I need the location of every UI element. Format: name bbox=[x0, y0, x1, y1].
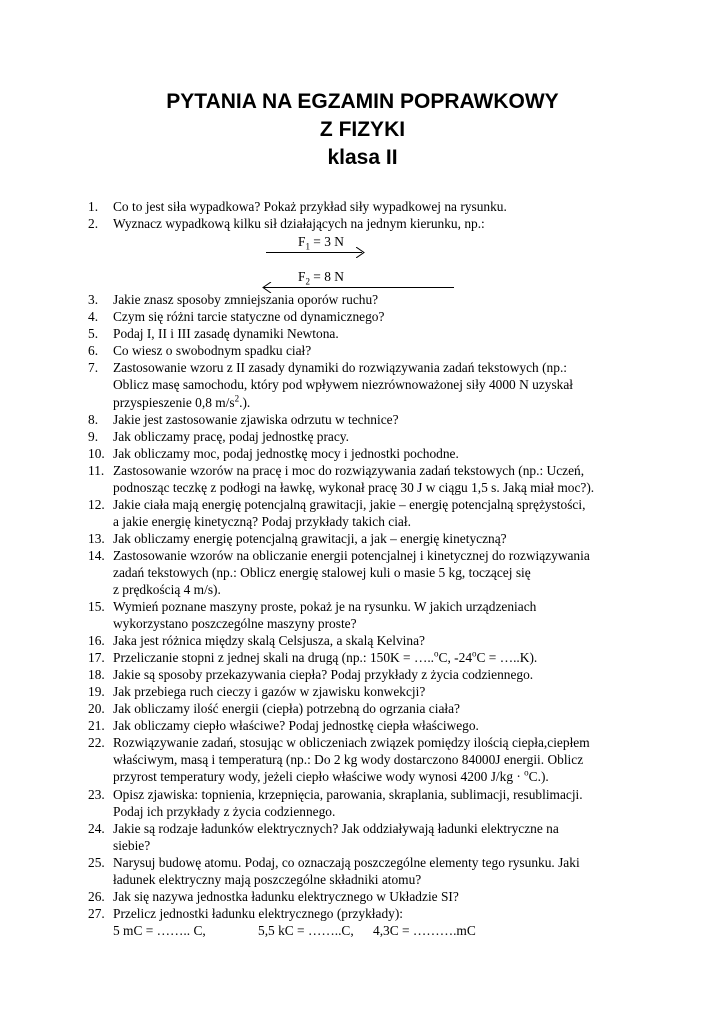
item-number: 25. bbox=[88, 855, 105, 870]
item-text: Jak obliczamy ilość energii (ciepła) potrzebną do ogrzania ciała? bbox=[113, 701, 461, 716]
item-number: 5. bbox=[88, 326, 99, 341]
item-text: Jak obliczamy moc, podaj jednostkę mocy i jednostki pochodne. bbox=[113, 446, 459, 461]
item-text: Podaj I, II i III zasadę dynamiki Newtona. bbox=[113, 326, 339, 341]
item-number: 15. bbox=[88, 599, 105, 614]
item-number: 17. bbox=[88, 650, 105, 665]
force-arrow-right bbox=[266, 252, 362, 253]
item-number: 6. bbox=[88, 343, 99, 358]
item-text-continued: właściwym, masą i temperaturą (np.: Do 2 kg wody dostarczono 84000J energii. Oblicz bbox=[113, 752, 584, 767]
item-text: Przeliczanie stopni z jednej skali na drugą (np.: 150K = …..$^o$C, $-24^oC$ = …..K). bbox=[113, 648, 538, 665]
item-text-continued: podnosząc teczkę z podłogi na ławkę, wykonał pracę 30 J w ciągu 1,5 s. Jaką miał moc?). bbox=[113, 480, 595, 495]
item-number: 4. bbox=[88, 309, 99, 324]
item-number: 19. bbox=[88, 684, 105, 699]
page-title: PYTANIA NA EGZAMIN POPRAWKOWY bbox=[166, 90, 559, 113]
item-text: Jaka jest różnica między skalą Celsjusza, a skalą Kelvina? bbox=[113, 633, 425, 648]
item-number: 27. bbox=[88, 906, 105, 921]
item-number: 1. bbox=[88, 199, 99, 214]
item-number: 16. bbox=[88, 633, 105, 648]
item-number: 23. bbox=[88, 787, 105, 802]
item-number: 14. bbox=[88, 548, 105, 563]
item-number: 8. bbox=[88, 412, 99, 427]
force-arrow-left bbox=[264, 287, 454, 288]
page-subtitle: Z FIZYKI bbox=[319, 118, 406, 141]
item-text: Jak obliczamy ciepło właściwe? Podaj jednostkę ciepła właściwego. bbox=[113, 718, 479, 733]
item-number: 12. bbox=[88, 497, 105, 512]
item-text: Jakie znasz sposoby zmniejszania oporów ruchu? bbox=[113, 292, 379, 307]
item-text: Zastosowanie wzorów na pracę i moc do rozwiązywania zadań tekstowych (np.: Uczeń, bbox=[113, 463, 585, 478]
item-text: Opisz zjawiska: topnienia, krzepnięcia, parowania, skraplania, sublimacji, resublimacji. bbox=[113, 787, 583, 802]
item-text: Przelicz jednostki ładunku elektrycznego (przykłady): bbox=[113, 906, 404, 921]
item-text: Jak obliczamy energię potencjalną grawitacji, a jak – energię kinetyczną? bbox=[113, 531, 507, 546]
item-text-continued: Oblicz masę samochodu, który pod wpływem niezrównoważonej siły 4000 N uzyskał bbox=[113, 377, 574, 392]
item-text: Co to jest siła wypadkowa? Pokaż przykład siły wypadkowej na rysunku. bbox=[113, 199, 507, 214]
item-number: 18. bbox=[88, 667, 105, 682]
item-text: Wymień poznane maszyny proste, pokaż je na rysunku. W jakich urządzeniach bbox=[113, 599, 537, 614]
item-number: 21. bbox=[88, 718, 105, 733]
example-1: 5 mC = …….. C, bbox=[113, 923, 206, 938]
item-number: 13. bbox=[88, 531, 105, 546]
force-label-1: $F_1 = 3$ N bbox=[298, 234, 344, 252]
force-label-2: $F_2 = 8$ N bbox=[298, 269, 344, 287]
item-text: Jakie są rodzaje ładunków elektrycznych? Jak oddziaływają ładunki elektryczne na bbox=[113, 821, 559, 836]
item-text-continued: wykorzystano poszczególne maszyny proste? bbox=[113, 616, 357, 631]
item-number: 7. bbox=[88, 360, 99, 375]
item-text-continued: z prędkością 4 m/s). bbox=[113, 582, 221, 597]
item-text-continued: przyrost temperatury wody, jeżeli ciepło właściwe wody wynosi 4200 J/kg · $^o$C.). bbox=[113, 767, 549, 784]
item-number: 2. bbox=[88, 216, 99, 231]
item-text-continued: zadań tekstowych (np.: Oblicz energię stalowej kuli o masie 5 kg, toczącej się bbox=[113, 565, 531, 580]
item-number: 9. bbox=[88, 429, 99, 444]
item-text: Jakie jest zastosowanie zjawiska odrzutu w technice? bbox=[113, 412, 399, 427]
item-text-continued: a jakie energię kinetyczną? Podaj przykłady takich ciał. bbox=[113, 514, 411, 529]
item-number: 11. bbox=[88, 463, 105, 478]
item-text-continued: Podaj ich przykłady z życia codziennego. bbox=[113, 804, 336, 819]
item-number: 26. bbox=[88, 889, 105, 904]
page-class: klasa II bbox=[327, 146, 398, 169]
item-number: 20. bbox=[88, 701, 105, 716]
item-text: Co wiesz o swobodnym spadku ciał? bbox=[113, 343, 312, 358]
item-text-continued: siebie? bbox=[113, 838, 151, 853]
item-text: Czym się różni tarcie statyczne od dynamicznego? bbox=[113, 309, 385, 324]
item-number: 22. bbox=[88, 735, 105, 750]
example-2: 5,5 kC = ……..C, bbox=[258, 923, 354, 938]
arrow-head-right-icon bbox=[356, 247, 368, 258]
item-text: Zastosowanie wzorów na obliczanie energii potencjalnej i kinetycznej do rozwiązywania bbox=[113, 548, 590, 563]
item-text: Jak się nazywa jednostka ładunku elektrycznego w Układzie SI? bbox=[113, 889, 459, 904]
item-text: Jakie są sposoby przekazywania ciepła? Podaj przykłady z życia codziennego. bbox=[113, 667, 534, 682]
item-text: Jak przebiega ruch cieczy i gazów w zjawisku konwekcji? bbox=[113, 684, 426, 699]
item-text: Zastosowanie wzoru z II zasady dynamiki do rozwiązywania zadań tekstowych (np.: bbox=[113, 360, 568, 375]
item-text: Wyznacz wypadkową kilku sił działających na jednym kierunku, np.: bbox=[113, 216, 485, 231]
item-number: 3. bbox=[88, 292, 99, 307]
item-text: Rozwiązywanie zadań, stosując w obliczeniach związek pomiędzy ilością ciepła,ciepłem bbox=[113, 735, 590, 750]
item-text: Narysuj budowę atomu. Podaj, co oznaczają poszczególne elementy tego rysunku. Jaki bbox=[113, 855, 580, 870]
item-number: 10. bbox=[88, 446, 105, 461]
item-text: Jak obliczamy pracę, podaj jednostkę pracy. bbox=[113, 429, 349, 444]
item-text-continued: ładunek elektryczny mają poszczególne składniki atomu? bbox=[113, 872, 422, 887]
item-text-continued: przyspieszenie 0,8 $m/s^2$.). bbox=[113, 393, 251, 410]
item-text: Jakie ciała mają energię potencjalną grawitacji, jakie – energię potencjalną sprężystości, bbox=[113, 497, 586, 512]
example-3: 4,3C = ……….mC bbox=[373, 923, 476, 938]
item-number: 24. bbox=[88, 821, 105, 836]
